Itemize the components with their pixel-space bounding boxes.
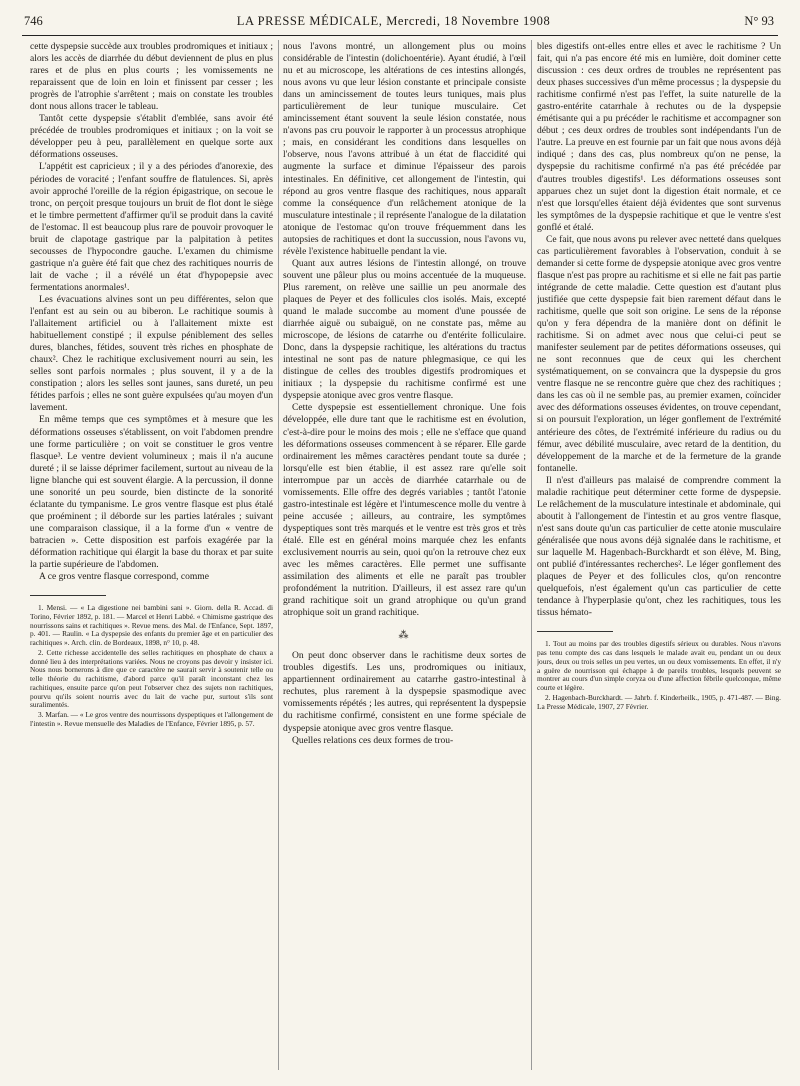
paragraph: Tantôt cette dyspepsie s'établit d'emblée, sans avoir été précédée de troubles prodromiques et initiaux ; on la voit se développer peu à peu, parallèlement en quelque sorte aux déformations osseuses. [30, 113, 273, 161]
paragraph: Quelles relations ces deux formes de trou- [292, 734, 454, 746]
header-rule [22, 35, 778, 36]
paragraph: L'appétit est capricieux ; il y a des périodes d'anorexie, des périodes de voracité ; l'enfant souffre de flatulences. Si, après avoir approché l'oreille de la région épigastrique, on secoue le tronc, on perçoit presque toujours un bruit de flot dont le siège et le timbre permettent d'affirmer qu'il se produit dans la cavité de l'estomac. Il est beaucoup plus rare de pouvoir provoquer le bruit de clapotage gastrique par la palpitation à petites secousses de l'hypocondre gauche. L'examen du chimisme gastrique n'a guère été fait que chez des rachitiques nourris de lait de vache ; il a révélé un état d'hypopepsie avec fermentations anormales¹. [30, 161, 273, 293]
column-right [537, 41, 781, 1086]
paragraph: Ce fait, que nous avons pu relever avec netteté dans quelques cas particulièrement favorables à l'observation, conduit à se demander si cette forme de dyspepsie atonique avec gros ventre flasque n'est pas propre au rachitisme et si elle ne fait pas partie intégrande de cette maladie. Cette question est d'autant plus justifiée que cette dyspepsie fait bien rarement défaut dans le rachitisme, quelle que soit son origine. Le sens de la réponse qu'on y fera dépendra de la manière dont on définit le rachitisme. Si on admet avec nous que celui-ci peut se manifester seulement par de petites déformations osseuses, qui ne sont reconnues que de ceux qui les cherchent systématiquement, on se convaincra que la dyspepsie du gros ventre flasque ne se rencontre guère que chez des rachitiques ; dans les cas où il ne semble pas, au premier examen, coïncider avec des déformations osseuses évidentes, on trouve cependant, si on poursuit l'exploration, un léger gonflement de l'extrémité antérieure des côtes, de l'extrémité inférieure du radius ou du fémur, avec débilité musculaire, avec retard de la dentition, du développement de la marche et de la fermeture de la grande fontanelle. [537, 233, 781, 474]
footnote-rule [537, 631, 613, 632]
journal-title: LA PRESSE MÉDICALE, Mercredi, 18 Novembre 1908 [236, 14, 551, 28]
paragraph: Il n'est d'ailleurs pas malaisé de comprendre comment la maladie rachitique peut déterminer cette forme de dyspepsie. Le relâchement de la musculature intestinale et abdominale, qui aboutit à l'allongement de l'intestin et au gros ventre flasque, n'est sans doute qu'un cas particulier de cette atonie musculaire généralisée que nous avons déjà signalée dans le rachitisme, et sur laquelle M. Hagenbach-Burckhardt et son élève, M. Bing, ont publié d'intéressantes recherches². Le léger gonflement des plaques de Peyer et des follicules clos, qu'on rencontre quelquefois, n'est également qu'un cas particulier de cette tendance à l'hyperplasie qu'ont, chez les rachitiques, tous les tissus hémato- [537, 474, 781, 619]
paragraph: Les évacuations alvines sont un peu différentes, selon que l'enfant est au sein ou au biberon. Le rachitique soumis à l'allaitement artificiel ou à l'allaitement mixte est habituellement constipé ; il expulse péniblement des selles dures, blanches, fétides, souvent très riches en phosphate de chaux². Chez le rachitique exclusivement nourri au sein, les selles sont parfois normales ; plus souvent, il y a de la constipation ; alors les selles sont jaunes, sans dureté, un peu fétides parfois ; elles ne sont guère expulsées qu'au moyen d'un lavement. [30, 293, 273, 414]
footnote-rule [30, 595, 106, 596]
column-middle [283, 41, 526, 1086]
running-header [24, 14, 774, 34]
section-separator-asterism: ⁂ [398, 630, 411, 642]
column-divider [278, 40, 279, 1070]
paragraph: En même temps que ces symptômes et à mesure que les déformations osseuses s'établissent, on voit l'abdomen prendre une forme particulière ; on voit se constituer le gros ventre flasque³. Le ventre devient volumineux ; mais il n'a aucune dureté ; il se laisse déprimer facilement, surtout au niveau de la ligne blanche qui est souvent élargie. A la percussion, il donne une sonorité un peu sourde, bien distincte de la sonorité éclatante du tympanisme. Le gros ventre flasque est plus étalé que proéminent ; il déborde sur les parties latérales ; suivant une comparaison classique, il a la forme d'un « ventre de batracien ». Cette disposition est parfois exagérée par la déformation rachitique qui élargit la base du thorax et par suite la partie supérieure de l'abdomen. [30, 414, 273, 571]
issue-number: N° 93 [744, 14, 774, 28]
footnote: 3. Marfan. — « Le gros ventre des nourrissons dyspeptiques et l'allongement de l'intestin ». Revue mensuelle des Maladies de l'Enfance, Février 1895, p. 57. [30, 710, 273, 728]
footnote: 1. Mensi. — « La digestione nei bambini sani ». Giorn. della R. Accad. di Torino, Février 1892, p. 181. — Marcel et Henri Labbé. « Chimisme gastrique des nourrissons sains et rachitiques ». Revue mens. des Mal. de l'Enfance, Sept. 1897, p. 401. — Raulin. « La dyspepsie des enfants du premier âge et en particulier des rachitiques ». Arch. clin. de Bordeaux, 1898, n° 10, p. 48. [30, 603, 273, 648]
column-left [30, 41, 273, 1086]
footnote: 2. Hagenbach-Burckhardt. — Jahrb. f. Kinderheilk., 1905, p. 471-487. — Bing. La Presse Médicale, 1907, 27 Février. [537, 692, 781, 711]
footnote: 1. Tout au moins par des troubles digestifs sérieux ou durables. Nous n'avons pas tenu compte des cas dans lesquels le malade avait eu, pendant un ou deux jours, deux ou trois selles un peu vertes, un ou deux vomissements. En effet, il n'y a guère de nourrisson qui échappe à de pareils troubles, lesquels peuvent se montrer au cours d'un simple coryza ou d'une affection fébrile quelconque, même courte et légère. [537, 639, 781, 692]
paragraph: cette dyspepsie succède aux troubles prodromiques et initiaux ; alors les accès de diarrhée du début deviennent de plus en plus rares et de plus en plus courts ; les vomissements ne reparaissent que de loin en loin et finissent par cesser ; les progrès de l'atrophie s'arrêtent ; mais on constate les troubles dont nous allons tracer le tableau. [30, 41, 273, 113]
footnote: 2. Cette richesse accidentelle des selles rachitiques en phosphate de chaux a donné lieu à des interprétations variées. Nous ne croyons pas devoir y insister ici. Nous nous bornerons à dire que ce caractère ne saurait servir à soutenir telle ou telle théorie du rachitisme, d'abord parce qu'il paraît inconstant chez les rachitiques, ensuite parce qu'on peut l'observer chez des sujets non rachitiques, pourvu qu'ils soient nourris avec du lait de vache pur, surtout s'ils sont suralimentés. [30, 647, 273, 710]
paragraph: A ce gros ventre flasque correspond, comme [39, 571, 209, 583]
paragraph: Cette dyspepsie est essentiellement chronique. Une fois développée, elle dure tant que le rachitisme est en évolution, c'est-à-dire pour le moins des mois ; elle ne s'efface que quand les déformations osseuses commencent à se réparer. Elle garde ordinairement les mêmes caractères pendant toute sa durée ; lorsqu'elle est bien établie, il est assez rare qu'elle soit interrompue par un accès de diarrhée catarrhale ou de vomissements. Elle offre des degrés variables ; tantôt l'atonie gastro-intestinale est légère et l'intumescence molle du ventre à peine accusée ; ailleurs, au contraire, les symptômes dyspeptiques sont très marqués et le ventre est très gros et très étalé. Elle est en général moins marquée chez les enfants exclusivement nourris au sein, quoi qu'on la retrouve chez eux avec les mêmes caractères. Elle permet une suffisante assimilation des aliments et elle ne paraît pas troubler profondément la nutrition. D'ailleurs, il est assez rare qu'un grand rachitique soit un grand atrophique ou qu'un grand atrophique soit un grand rachitique. [283, 402, 526, 619]
column-divider [531, 40, 532, 1070]
page-number: 746 [24, 14, 43, 28]
paragraph: Quant aux autres lésions de l'intestin allongé, on trouve souvent une pâleur plus ou moins accentuée de la muqueuse. Plus rarement, on relève une saillie un peu anormale des plaques de Peyer et des follicules clos isolés. Mais, excepté quand le malade succombe au moment d'une poussée de diarrhée aiguë ou subaiguë, on ne constate pas, même au microscope, de lésions de catarrhe ou d'entérite folliculaire. Donc, dans la dyspepsie rachitique, les altérations du tractus intestinal ne sont pas de nature phlegmasique, ce qui les distingue de celles des troubles digestifs prodromiques et initiaux ; la dyspepsie du rachitisme confirmé est une dyspepsie atonique avec gros ventre flasque. [283, 257, 526, 402]
paragraph: nous l'avons montré, un allongement plus ou moins considérable de l'intestin (dolichoentérie). Ayant étudié, à l'œil nu et au microscope, les altérations de ces intestins allongés, nous avons vu que leur lésion constante et principale consiste dans un amincissement de toutes leurs tuniques, mais plus particulièrement de leur tunique musculaire. Cet amincissement étant souvent la seule lésion constatée, nous n'avons pas cru pouvoir le rapporter à un processus atrophique ; mais, en considérant les conditions dans lesquelles on l'observe, nous l'avons attribué à un état de flaccidité qui augmente la surface et diminue l'épaisseur des parois intestinales. En définitive, cet allongement de l'intestin, qui répond au gros ventre flasque des rachitiques, nous apparaît comme la conséquence d'un relâchement atonique de la musculature intestinale ; il représente l'analogue de la dilatation atonique de l'estomac qu'on trouve fréquemment dans les autopsies de rachitiques et dont la succussion, nous l'avons vu, révèle l'existence habituelle pendant la vie. [283, 41, 526, 257]
footnotes [537, 640, 781, 711]
paragraph: On peut donc observer dans le rachitisme deux sortes de troubles digestifs. Les uns, prodromiques ou initiaux, appartiennent ordinairement au catarrhe gastro-intestinal à rechutes, plus rarement à la dyspepsie spasmodique avec vomissements répétés ; les autres, qui représentent la dyspepsie du rachitisme confirmé, consistent en une forme spéciale de dyspepsie atonique avec gros ventre flasque. [283, 650, 526, 734]
paragraph: bles digestifs ont-elles entre elles et avec le rachitisme ? Un fait, qui n'a pas encore été mis en lumière, doit dominer cette discussion : ces deux ordres de troubles ne représentent pas deux phases successives d'un même processus ; la dyspepsie du rachitisme confirmé n'est pas l'effet, la suite naturelle de la gastro-entérite catarrhale à rechutes ou de la dyspepsie émétisante qui a pu précéder le rachitisme et accompagner son début ; ces deux ordres de troubles sont indépendants l'un de l'autre. La preuve en est fournie par un fait que nous avons déjà indiqué ; dans des cas, plus nombreux qu'on ne pense, la dyspepsie du rachitisme confirmé n'a pas été précédée par d'autres troubles digestifs¹. Les déformations osseuses sont apparues chez un sujet dont la digestion était normale, et ce n'est que lorsqu'elles étaient déjà évidentes que sont survenus les symptômes de la dyspepsie rachitique et que le ventre s'est gonflé et étalé. [537, 41, 781, 233]
footnotes [30, 604, 273, 729]
